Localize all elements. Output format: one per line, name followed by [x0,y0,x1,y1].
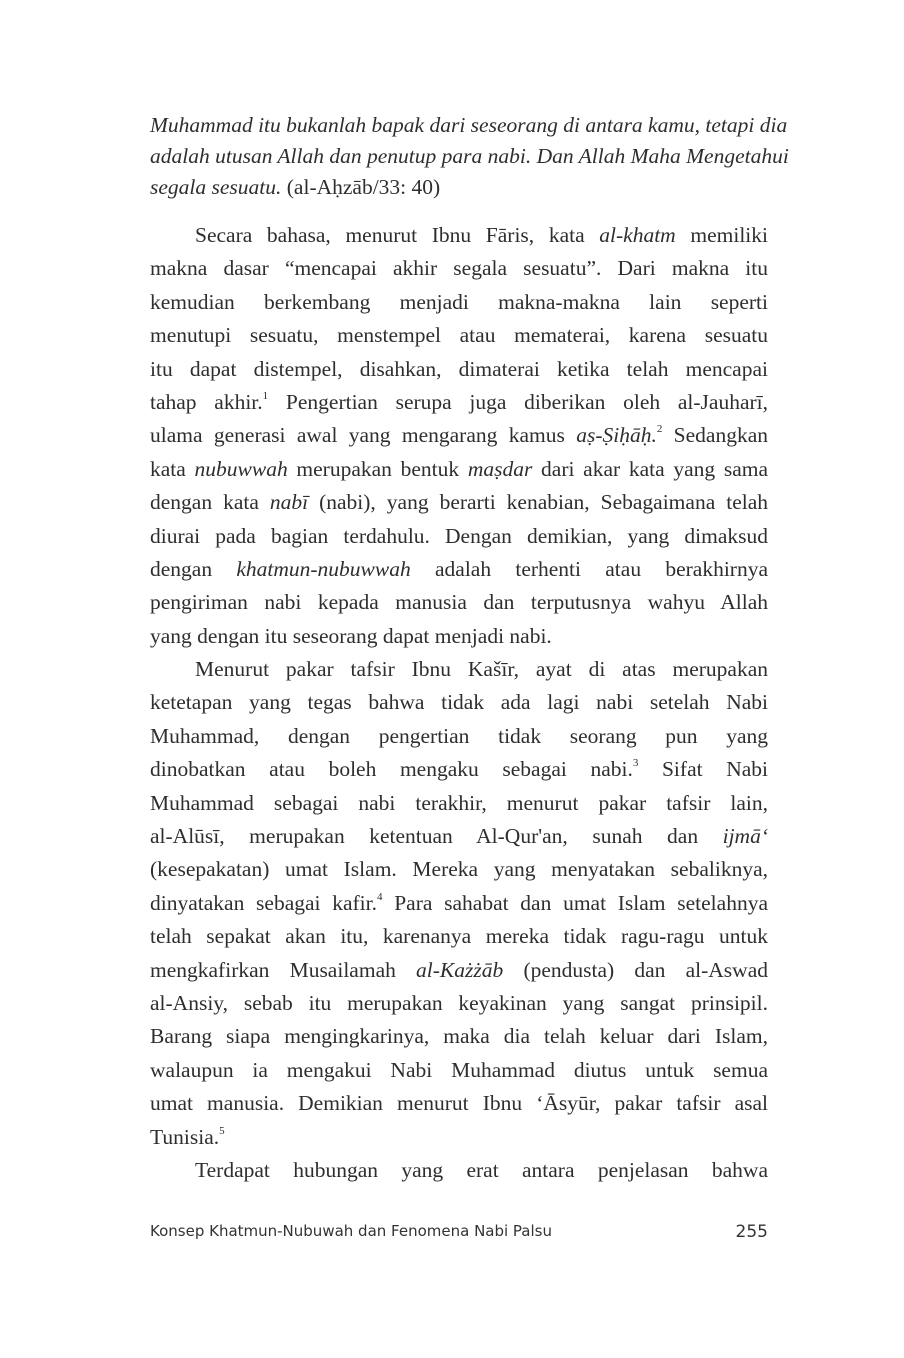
text-span: Menurut pakar tafsir Ibnu Kašīr, ayat di atas merupakan [195,657,768,682]
text-span: ketetapan yang tegas bahwa tidak ada lagi nabi setelah Nabi [150,690,768,715]
text-line [150,219,768,252]
text-span: umat manusia. Demikian menurut Ibnu ‘Āsyūr, pakar tafsir asal [150,1091,768,1116]
text-line [150,1154,768,1187]
text-span: Barang siapa mengingkarinya, maka dia telah keluar dari Islam, [150,1024,768,1049]
text-line [150,553,768,586]
text-span: Sifat Nabi [638,757,768,782]
text-span: Muhammad, dengan pengertian tidak seorang pun yang [150,723,768,748]
footnote-ref: 5 [219,1124,225,1137]
text-span: merupakan bentuk [287,456,468,481]
text-span: al-Ansiy, sebab itu merupakan keyakinan yang sangat prinsipil. [150,990,768,1015]
footnote-ref: 1 [262,389,269,402]
italic-term: al-Każżāb [416,957,504,982]
text-line [150,353,768,386]
text-span: (al-Aḥzāb/33: 40) [281,175,441,199]
text-span: dengan kata [150,490,270,515]
text-span: (pendusta) dan al-Aswad [503,957,768,982]
text-span: kata [150,456,195,481]
text-line [150,419,768,452]
text-line [150,1087,768,1120]
text-span: (nabi), yang berarti kenabian, Sebagaimana telah [308,490,768,515]
text-line [150,141,789,172]
page-footer [150,1222,768,1242]
text-span: walaupun ia mengakui Nabi Muhammad diutus untuk semua [150,1057,768,1082]
text-span: itu dapat distempel, disahkan, dimaterai ketika telah mencapai [150,356,768,381]
text-line [150,319,768,352]
text-line [150,110,788,141]
text-span: (kesepakatan) umat Islam. Mereka yang menyatakan sebaliknya, [150,857,768,882]
text-span: dinyatakan sebagai kafir. [150,890,377,915]
text-line [150,920,768,953]
text-line [150,820,768,853]
paragraph [150,219,768,653]
text-span: Pengertian serupa juga diberikan oleh al-Jauharī, [268,389,768,414]
text-span: pengiriman nabi kepada manusia dan terputusnya wahyu Allah [150,590,768,615]
text-span: Terdapat hubungan yang erat antara penjelasan bahwa [195,1157,768,1182]
text-line [150,954,768,987]
italic-term: adalah utusan Allah dan penutup para nabi. Dan Allah Maha Mengetahui [150,144,789,168]
text-line [150,453,768,486]
text-line [150,386,768,419]
paragraph [150,1154,768,1187]
text-line [150,887,768,920]
text-span: tahap akhir. [150,389,263,414]
text-span: menutupi sesuatu, menstempel atau mematerai, karena sesuatu [150,323,768,348]
paragraph [150,653,768,1154]
text-span: Para sahabat dan umat Islam setelahnya [382,890,768,915]
running-title: Konsep Khatmun-Nubuwah dan Fenomena Nabi Palsu [150,1222,552,1240]
text-line [150,172,768,203]
italic-term: al-khatm [599,223,676,247]
text-line [150,486,768,519]
text-span: Tunisia. [150,1124,220,1149]
italic-term: aṣ-Ṣiḥāḥ. [576,423,657,448]
footnote-ref: 2 [656,423,663,436]
text-span: Muhammad sebagai nabi terakhir, menurut pakar tafsir lain, [150,790,768,815]
text-line [150,753,768,786]
text-line [150,286,768,319]
italic-term: segala sesuatu. [150,175,282,199]
footnote-ref: 4 [377,890,383,903]
text-span: kemudian berkembang menjadi makna-makna lain seperti [150,289,768,314]
text-line [150,987,768,1020]
text-span: diurai pada bagian terdahulu. Dengan demikian, yang dimaksud [150,523,768,548]
text-line [150,1121,768,1154]
italic-term: nubuwwah [194,456,288,481]
italic-term: nabī [269,490,309,515]
quran-quote [150,110,789,203]
text-line [150,1020,768,1053]
text-span: yang dengan itu seseorang dapat menjadi nabi. [150,623,552,648]
text-span: dinobatkan atau boleh mengaku sebagai nabi. [150,757,633,782]
text-line [150,853,768,886]
text-line [150,686,768,719]
text-line [150,520,768,553]
italic-term: Muhammad itu bukanlah bapak dari seseorang di antara kamu, tetapi dia [150,113,788,137]
page-number: 255 [735,1222,768,1242]
text-span: Sedangkan [662,423,768,448]
footnote-ref: 3 [632,757,639,770]
text-span: mengkafirkan Musailamah [150,957,417,982]
text-line [150,720,768,753]
italic-term: khatmun-nubuwwah [236,556,411,581]
text-span: adalah terhenti atau berakhirnya [410,556,768,581]
page-body [150,110,789,1187]
text-span: ulama generasi awal yang mengarang kamus [150,423,577,448]
text-span: al-Alūsī, merupakan ketentuan Al-Qur'an, sunah dan [150,824,723,849]
text-span: makna dasar “mencapai akhir segala sesuatu”. Dari makna itu [150,256,768,281]
text-line [150,1054,768,1087]
text-span: memiliki [675,223,768,247]
italic-term: ijmā‘ [722,824,768,849]
text-span: dari akar kata yang sama [532,456,769,481]
text-line [150,653,768,686]
text-line [150,252,768,285]
text-line [150,787,768,820]
text-line [150,620,768,653]
text-span: telah sepakat akan itu, karenanya mereka tidak ragu-ragu untuk [150,924,768,949]
italic-term: maṣdar [467,456,533,481]
text-line [150,586,768,619]
text-span: dengan [150,556,237,581]
text-span: Secara bahasa, menurut Ibnu Fāris, kata [195,223,600,247]
